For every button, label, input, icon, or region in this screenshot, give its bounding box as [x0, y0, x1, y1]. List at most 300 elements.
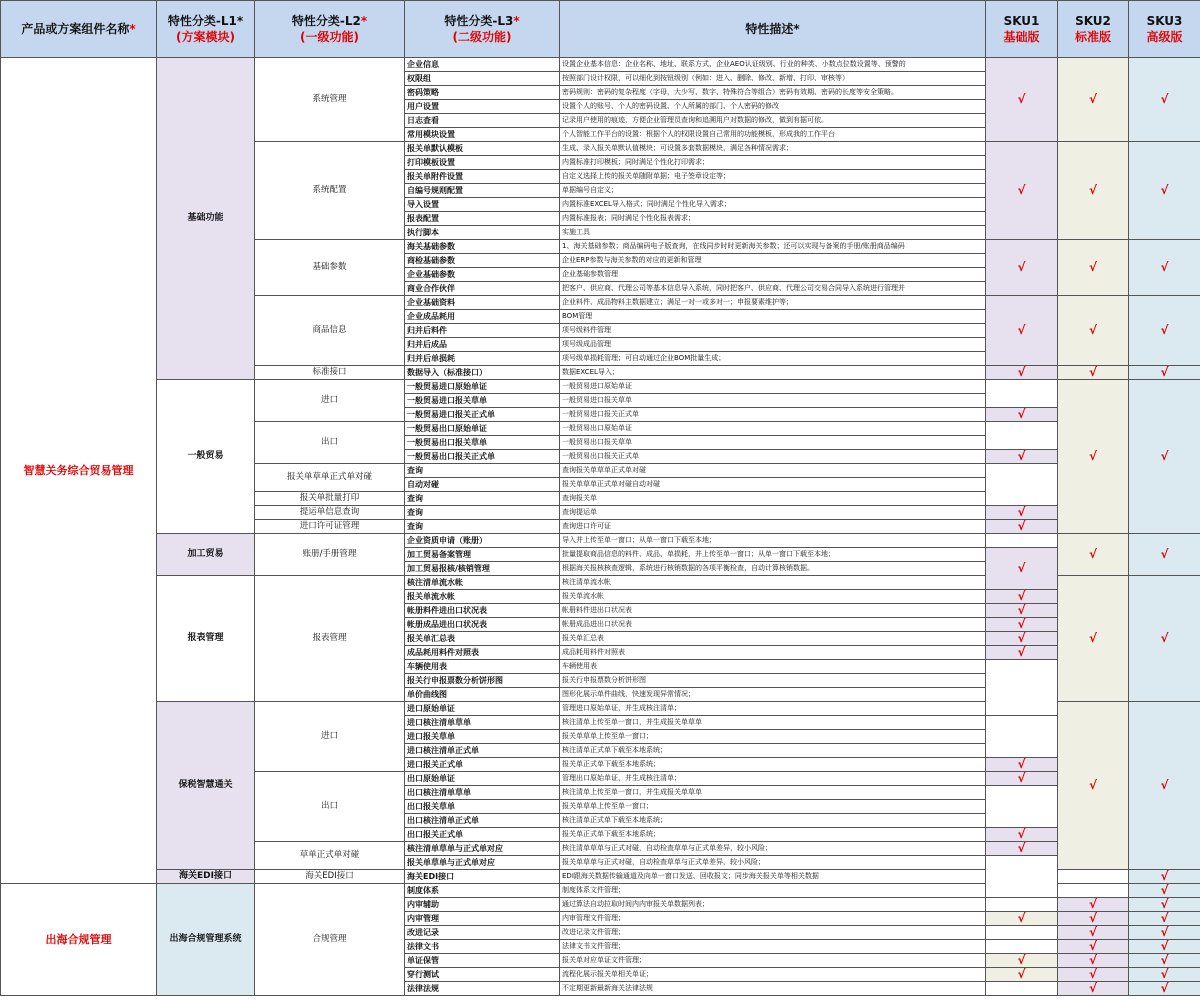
sku2-cell: [1058, 366, 1129, 380]
sku2-cell: [1058, 884, 1129, 898]
feature-description-cell: 记录用户使用的痕迹，方便企业管理员查询和追溯用户对数据的修改，做到有据可依。: [560, 114, 986, 128]
l1-category-cell: 报表管理: [157, 576, 255, 702]
header-row: [1, 1, 1200, 58]
l3-feature-cell: 进口核注清单草单: [405, 716, 560, 730]
check-mark-icon: √: [1017, 182, 1026, 197]
check-mark-icon: √: [1088, 630, 1097, 645]
check-mark-icon: √: [1088, 91, 1097, 106]
l3-feature-cell: 导入设置: [405, 198, 560, 212]
check-mark-icon: √: [1017, 645, 1026, 659]
l1-category-cell: 基础功能: [157, 58, 255, 380]
sku1-cell: [986, 590, 1058, 604]
sku1-cell: [986, 464, 1058, 506]
feature-description-cell: 核注清单草单与正式对碰，自动检查草单与正式单差异，较小风险；: [560, 842, 986, 856]
sku1-cell: [986, 380, 1058, 408]
l1-category-cell: 加工贸易: [157, 534, 255, 576]
check-mark-icon: √: [1160, 897, 1169, 911]
sku1-cell: [986, 142, 1058, 240]
sku1-cell: [986, 506, 1058, 520]
sku2-cell: [1058, 58, 1129, 142]
l3-feature-cell: 报关单流水帐: [405, 590, 560, 604]
sku2-cell: [1058, 296, 1129, 366]
l2-category-cell: 出口: [255, 422, 405, 464]
sku1-cell: [986, 534, 1058, 548]
header-sku3: SKU3 高级版: [1129, 1, 1200, 58]
feature-description-cell: 法律文书文件管理；: [560, 940, 986, 954]
feature-description-cell: 报关单正式单下载至本地系统；: [560, 758, 986, 772]
l3-feature-cell: 企业基础参数: [405, 268, 560, 282]
feature-description-cell: 不定期更新最新海关法律法规: [560, 982, 986, 996]
check-mark-icon: √: [1160, 869, 1169, 883]
l3-feature-cell: 帐册料件进出口状况表: [405, 604, 560, 618]
sku2-cell: [1058, 926, 1129, 940]
feature-description-cell: 核注清单正式单下载至本地系统；: [560, 814, 986, 828]
l3-feature-cell: 企业信息: [405, 58, 560, 72]
l2-category-cell: 报关单草单正式单对碰: [255, 464, 405, 492]
l3-feature-cell: 进口报关草单: [405, 730, 560, 744]
feature-description-cell: 管理出口原始单证，并生成核注清单；: [560, 772, 986, 786]
feature-description-cell: 车辆使用表: [560, 660, 986, 674]
l3-feature-cell: 法律法规: [405, 982, 560, 996]
l2-category-cell: 系统管理: [255, 58, 405, 142]
l2-category-cell: 进口: [255, 380, 405, 422]
feature-description-cell: 核注清单正式单下载至本地系统；: [560, 744, 986, 758]
l3-feature-cell: 常用模块设置: [405, 128, 560, 142]
feature-description-cell: 查询提运单: [560, 506, 986, 520]
l3-feature-cell: 内审辅助: [405, 898, 560, 912]
check-mark-icon: √: [1160, 630, 1169, 645]
feature-description-cell: 密码规则：密码的复杂程度（字母，大少写、数字、特殊符合等组合）密码有效期、密码的长度等安全策略。: [560, 86, 986, 100]
sku3-cell: [1129, 884, 1200, 898]
sku1-cell: [986, 982, 1058, 996]
feature-description-cell: 内置标准EXCEL导入格式；同时满足个性化导入需求；: [560, 198, 986, 212]
header-sku2: SKU2 标准版: [1058, 1, 1129, 58]
feature-description-cell: 一般贸易进口原始单证: [560, 380, 986, 394]
l3-feature-cell: 核注清单草单与正式单对应: [405, 842, 560, 856]
sku3-cell: [1129, 380, 1200, 534]
l3-feature-cell: 归并后料件: [405, 324, 560, 338]
l3-feature-cell: 数据导入（标准接口）: [405, 366, 560, 380]
l3-feature-cell: 海关EDI接口: [405, 870, 560, 884]
sku1-cell: [986, 240, 1058, 296]
sku3-cell: [1129, 898, 1200, 912]
l3-feature-cell: 报关单汇总表: [405, 632, 560, 646]
table-row: [1, 380, 1200, 394]
l3-feature-cell: 加工贸易备案管理: [405, 548, 560, 562]
feature-description-cell: 帐册料件进出口状况表: [560, 604, 986, 618]
check-mark-icon: √: [1017, 365, 1026, 379]
sku1-cell: [986, 940, 1058, 954]
feature-description-cell: 项号级成品管理: [560, 338, 986, 352]
feature-description-cell: BOM管理: [560, 310, 986, 324]
header-solution: 产品或方案组件名称*: [1, 1, 157, 58]
feature-description-cell: 把客户、供应商、代理公司等基本信息导入系统，同时把客户、供应商、代理公司交易合同导入系统进行管理并: [560, 282, 986, 296]
solution-cell: 出海合规管理: [1, 884, 157, 996]
check-mark-icon: √: [1017, 505, 1026, 519]
l2-category-cell: 海关EDI接口: [255, 870, 405, 884]
check-mark-icon: √: [1088, 967, 1097, 981]
sku3-cell: [1129, 576, 1200, 702]
l3-feature-cell: 日志查看: [405, 114, 560, 128]
sku2-cell: [1058, 240, 1129, 296]
feature-description-cell: 流程化展示报关单相关单证；: [560, 968, 986, 982]
l3-feature-cell: 执行脚本: [405, 226, 560, 240]
l3-feature-cell: 一般贸易进口原始单证: [405, 380, 560, 394]
feature-description-cell: 图形化展示单件曲线，快速发现异常情况；: [560, 688, 986, 702]
feature-description-cell: 成品耗用料件对照表: [560, 646, 986, 660]
feature-description-cell: 一般贸易进口报关正式单: [560, 408, 986, 422]
feature-description-cell: 通过算法自动拉取时间内内审报关单数据列表；: [560, 898, 986, 912]
l3-feature-cell: 单价曲线图: [405, 688, 560, 702]
feature-description-cell: 批量提取商品信息的料件、成品、单损耗，并上传至单一窗口；从单一窗口下载至本地；: [560, 548, 986, 562]
feature-description-cell: 按照部门设计权限，可以细化到按钮级别（例如：进入、删除、修改、新增、打印、审核等）: [560, 72, 986, 86]
check-mark-icon: √: [1017, 603, 1026, 617]
sku1-cell: [986, 842, 1058, 856]
check-mark-icon: √: [1088, 182, 1097, 197]
l3-feature-cell: 一般贸易进口报关正式单: [405, 408, 560, 422]
l2-category-cell: 商品信息: [255, 296, 405, 366]
feature-description-cell: EDI跟海关数据传输通道及向单一窗口发送、回收报文；同步海关报关单等相关数据: [560, 870, 986, 884]
l3-feature-cell: 查询: [405, 506, 560, 520]
l1-category-cell: 保税智慧通关: [157, 702, 255, 870]
feature-description-cell: 报关单流水帐: [560, 590, 986, 604]
feature-description-cell: 查询进口许可证: [560, 520, 986, 534]
l3-feature-cell: 报关单附件设置: [405, 170, 560, 184]
l3-feature-cell: 出口报关草单: [405, 800, 560, 814]
feature-description-cell: 核注清单上传至单一窗口，并生成报关单草单: [560, 716, 986, 730]
check-mark-icon: √: [1017, 631, 1026, 645]
feature-description-cell: 报关单对应单证文件管理；: [560, 954, 986, 968]
feature-description-cell: 报关单草单上传至单一窗口；: [560, 800, 986, 814]
check-mark-icon: √: [1160, 967, 1169, 981]
check-mark-icon: √: [1088, 448, 1097, 463]
sku1-cell: [986, 450, 1058, 464]
sku1-cell: [986, 632, 1058, 646]
sku1-cell: [986, 604, 1058, 618]
sku3-cell: [1129, 870, 1200, 884]
check-mark-icon: √: [1160, 91, 1169, 106]
feature-description-cell: 报关单草单上传至单一窗口；: [560, 730, 986, 744]
l3-feature-cell: 企业成品耗用: [405, 310, 560, 324]
check-mark-icon: √: [1088, 777, 1097, 792]
check-mark-icon: √: [1160, 322, 1169, 337]
sku3-cell: [1129, 702, 1200, 870]
sku1-cell: [986, 828, 1058, 842]
l3-feature-cell: 商检基础参数: [405, 254, 560, 268]
l2-category-cell: 出口: [255, 772, 405, 842]
sku3-cell: [1129, 940, 1200, 954]
feature-description-cell: 内置标准打印模板；同时满足个性化打印需求；: [560, 156, 986, 170]
sku3-cell: [1129, 954, 1200, 968]
sku2-cell: [1058, 912, 1129, 926]
l3-feature-cell: 核注清单流水帐: [405, 576, 560, 590]
check-mark-icon: √: [1017, 911, 1026, 925]
sku3-cell: [1129, 534, 1200, 576]
sku2-cell: [1058, 576, 1129, 702]
check-mark-icon: √: [1160, 981, 1169, 995]
sku2-cell: [1058, 898, 1129, 912]
check-mark-icon: √: [1160, 883, 1169, 897]
sku1-cell: [986, 898, 1058, 912]
l3-feature-cell: 进口报关正式单: [405, 758, 560, 772]
l3-feature-cell: 加工贸易报核/核销管理: [405, 562, 560, 576]
feature-description-cell: 内审管理文件管理；: [560, 912, 986, 926]
feature-description-cell: 自定义选择上传的报关单随附单据；电子签章设定等；: [560, 170, 986, 184]
l3-feature-cell: 一般贸易进口报关草单: [405, 394, 560, 408]
check-mark-icon: √: [1017, 841, 1026, 855]
feature-description-cell: 生成、录入报关单默认值模块；可设置多套数据模块，满足各种情况需求；: [560, 142, 986, 156]
table-body: [1, 58, 1200, 996]
solution-cell: 智慧关务综合贸易管理: [1, 58, 157, 884]
sku3-cell: [1129, 142, 1200, 240]
sku1-cell: [986, 968, 1058, 982]
sku2-cell: [1058, 380, 1129, 534]
check-mark-icon: √: [1017, 953, 1026, 967]
feature-description-cell: 项号级料件管理: [560, 324, 986, 338]
sku1-cell: [986, 758, 1058, 772]
sku1-cell: [986, 786, 1058, 828]
l2-category-cell: 账册/手册管理: [255, 534, 405, 576]
sku3-cell: [1129, 366, 1200, 380]
l3-feature-cell: 帐册成品进出口状况表: [405, 618, 560, 632]
sku2-cell: [1058, 702, 1129, 870]
header-l3: 特性分类-L3* (二级功能): [405, 1, 560, 58]
feature-description-cell: 报关单草单正式单对碰自动对碰: [560, 478, 986, 492]
l3-feature-cell: 查询: [405, 492, 560, 506]
header-l1: 特性分类-L1* (方案模块): [157, 1, 255, 58]
table-row: [1, 534, 1200, 548]
feature-description-cell: 改进记录文件管理；: [560, 926, 986, 940]
check-mark-icon: √: [1160, 365, 1169, 379]
feature-description-cell: 个人智能工作平台的设置：根据个人的权限设置自己常用的功能模板，形成我的工作平台: [560, 128, 986, 142]
l3-feature-cell: 报表配置: [405, 212, 560, 226]
check-mark-icon: √: [1088, 981, 1097, 995]
sku2-cell: [1058, 870, 1129, 884]
sku1-cell: [986, 716, 1058, 758]
check-mark-icon: √: [1088, 322, 1097, 337]
l2-category-cell: 草单正式单对碰: [255, 842, 405, 870]
sku1-cell: [986, 408, 1058, 422]
check-mark-icon: √: [1017, 259, 1026, 274]
sku2-cell: [1058, 982, 1129, 996]
check-mark-icon: √: [1160, 953, 1169, 967]
l3-feature-cell: 穿行测试: [405, 968, 560, 982]
feature-description-cell: 企业基础参数管理: [560, 268, 986, 282]
feature-description-cell: 内置标准报表；同时满足个性化报表需求；: [560, 212, 986, 226]
check-mark-icon: √: [1017, 771, 1026, 785]
check-mark-icon: √: [1088, 897, 1097, 911]
check-mark-icon: √: [1017, 827, 1026, 841]
feature-description-cell: 一般贸易出口原始单证: [560, 422, 986, 436]
l3-feature-cell: 商业合作伙伴: [405, 282, 560, 296]
l3-feature-cell: 一般贸易出口原始单证: [405, 422, 560, 436]
sku1-cell: [986, 912, 1058, 926]
check-mark-icon: √: [1017, 757, 1026, 771]
l3-feature-cell: 成品耗用料件对照表: [405, 646, 560, 660]
sku3-cell: [1129, 296, 1200, 366]
sku1-cell: [986, 856, 1058, 898]
check-mark-icon: √: [1017, 560, 1026, 575]
l2-category-cell: 进口许可证管理: [255, 520, 405, 534]
sku3-cell: [1129, 926, 1200, 940]
sku1-cell: [986, 926, 1058, 940]
l3-feature-cell: 报关行申报票数分析饼形图: [405, 674, 560, 688]
l2-category-cell: 基础参数: [255, 240, 405, 296]
check-mark-icon: √: [1160, 939, 1169, 953]
sku2-cell: [1058, 534, 1129, 576]
l3-feature-cell: 企业资质申请（账册）: [405, 534, 560, 548]
feature-description-cell: 制度体系文件管理；: [560, 884, 986, 898]
feature-description-cell: 报关行申报票数分析饼形图: [560, 674, 986, 688]
check-mark-icon: √: [1088, 259, 1097, 274]
sku3-cell: [1129, 982, 1200, 996]
feature-description-cell: 帐册成品进出口状况表: [560, 618, 986, 632]
sku3-cell: [1129, 968, 1200, 982]
check-mark-icon: √: [1088, 911, 1097, 925]
feature-description-cell: 实施工具: [560, 226, 986, 240]
header-sku1: SKU1 基础版: [986, 1, 1058, 58]
check-mark-icon: √: [1088, 953, 1097, 967]
l3-feature-cell: 查询: [405, 464, 560, 478]
feature-description-cell: 企业ERP参数与海关参数的对应的更新和管理: [560, 254, 986, 268]
check-mark-icon: √: [1160, 448, 1169, 463]
sku1-cell: [986, 296, 1058, 366]
sku1-cell: [986, 646, 1058, 660]
check-mark-icon: √: [1017, 407, 1026, 421]
l3-feature-cell: 出口核注清单正式单: [405, 814, 560, 828]
sku2-cell: [1058, 968, 1129, 982]
feature-description-cell: 查询报关单草单正式单对碰: [560, 464, 986, 478]
check-mark-icon: √: [1160, 182, 1169, 197]
l3-feature-cell: 归并后成品: [405, 338, 560, 352]
l3-feature-cell: 进口核注清单正式单: [405, 744, 560, 758]
l3-feature-cell: 单证保管: [405, 954, 560, 968]
l3-feature-cell: 制度体系: [405, 884, 560, 898]
check-mark-icon: √: [1017, 91, 1026, 106]
sku2-cell: [1058, 940, 1129, 954]
l3-feature-cell: 企业基础资料: [405, 296, 560, 310]
feature-description-cell: 单据编号自定义；: [560, 184, 986, 198]
check-mark-icon: √: [1160, 777, 1169, 792]
check-mark-icon: √: [1017, 322, 1026, 337]
sku3-cell: [1129, 240, 1200, 296]
feature-description-cell: 一般贸易出口报关正式单: [560, 450, 986, 464]
sku2-cell: [1058, 954, 1129, 968]
l3-feature-cell: 车辆使用表: [405, 660, 560, 674]
feature-description-cell: 设置个人的账号、个人的密码设置、个人所属的部门、个人密码的修改: [560, 100, 986, 114]
check-mark-icon: √: [1160, 911, 1169, 925]
sku1-cell: [986, 618, 1058, 632]
sku3-cell: [1129, 912, 1200, 926]
header-description: 特性描述*: [560, 1, 986, 58]
feature-description-cell: 数据EXCEL导入；: [560, 366, 986, 380]
sku1-cell: [986, 422, 1058, 450]
sku1-cell: [986, 366, 1058, 380]
l3-feature-cell: 一般贸易出口报关草单: [405, 436, 560, 450]
sku1-cell: [986, 660, 1058, 716]
l3-feature-cell: 改进记录: [405, 926, 560, 940]
l1-category-cell: 出海合规管理系统: [157, 884, 255, 996]
sku1-cell: [986, 520, 1058, 534]
l3-feature-cell: 查询: [405, 520, 560, 534]
l2-category-cell: 报表管理: [255, 576, 405, 702]
check-mark-icon: √: [1088, 925, 1097, 939]
feature-description-cell: 一般贸易出口报关草单: [560, 436, 986, 450]
check-mark-icon: √: [1088, 939, 1097, 953]
l1-category-cell: 海关EDI接口: [157, 870, 255, 884]
l3-feature-cell: 进口原始单证: [405, 702, 560, 716]
l2-category-cell: 报关单批量打印: [255, 492, 405, 506]
l3-feature-cell: 出口原始单证: [405, 772, 560, 786]
feature-description-cell: 企业料件、成品物料主数据建立；满足一对一或多对一；申报要素维护等；: [560, 296, 986, 310]
feature-description-cell: 1、海关基础参数；商品编码电子版查询，在线同步时时更新海关参数；还可以实现与备案的手册/账册商品编码: [560, 240, 986, 254]
check-mark-icon: √: [1088, 365, 1097, 379]
feature-description-cell: 设置企业基本信息：企业名称、地址、联系方式、企业AEO认证级别、行业的种类、小数点位数设置等、预警的: [560, 58, 986, 72]
l2-category-cell: 提运单信息查询: [255, 506, 405, 520]
feature-description-cell: 根据海关报核核查逻辑，系统进行核销数据的各项平衡检查，自动计算核销数据。: [560, 562, 986, 576]
l3-feature-cell: 自动对碰: [405, 478, 560, 492]
check-mark-icon: √: [1017, 617, 1026, 631]
header-l2: 特性分类-L2* (一级功能): [255, 1, 405, 58]
feature-description-cell: 报关单正式单下载至本地系统；: [560, 828, 986, 842]
l3-feature-cell: 打印模板设置: [405, 156, 560, 170]
l2-category-cell: 合规管理: [255, 884, 405, 996]
feature-description-cell: 查询报关单: [560, 492, 986, 506]
sku1-cell: [986, 772, 1058, 786]
l3-feature-cell: 海关基础参数: [405, 240, 560, 254]
feature-description-cell: 报关单汇总表: [560, 632, 986, 646]
sku3-cell: [1129, 58, 1200, 142]
table-row: [1, 58, 1200, 72]
check-mark-icon: √: [1088, 546, 1097, 561]
sku1-cell: [986, 954, 1058, 968]
l3-feature-cell: 自编号规则配置: [405, 184, 560, 198]
l3-feature-cell: 法律文书: [405, 940, 560, 954]
feature-description-cell: 报关单草单与正式对碰，自动检查草单与正式单差异，较小风险；: [560, 856, 986, 870]
l3-feature-cell: 内审管理: [405, 912, 560, 926]
l3-feature-cell: 报关单草单与正式单对应: [405, 856, 560, 870]
feature-description-cell: 一般贸易进口报关草单: [560, 394, 986, 408]
l1-category-cell: 一般贸易: [157, 380, 255, 534]
check-mark-icon: √: [1017, 967, 1026, 981]
feature-description-cell: 管理进口原始单证，并生成核注清单；: [560, 702, 986, 716]
l3-feature-cell: 出口报关正式单: [405, 828, 560, 842]
l3-feature-cell: 出口核注清单草单: [405, 786, 560, 800]
sku2-cell: [1058, 142, 1129, 240]
check-mark-icon: √: [1017, 449, 1026, 463]
l2-category-cell: 标准接口: [255, 366, 405, 380]
sku1-cell: [986, 58, 1058, 142]
l3-feature-cell: 权限组: [405, 72, 560, 86]
check-mark-icon: √: [1160, 546, 1169, 561]
l3-feature-cell: 一般贸易出口报关正式单: [405, 450, 560, 464]
check-mark-icon: √: [1160, 259, 1169, 274]
l3-feature-cell: 归并后单损耗: [405, 352, 560, 366]
feature-description-cell: 项号级单损耗管理；可自动通过企业BOM批量生成；: [560, 352, 986, 366]
check-mark-icon: √: [1017, 589, 1026, 603]
feature-description-cell: 核注清单流水帐: [560, 576, 986, 590]
check-mark-icon: √: [1017, 519, 1026, 533]
feature-description-cell: 导入并上传至单一窗口；从单一窗口下载至本地；: [560, 534, 986, 548]
sku1-cell: [986, 548, 1058, 590]
l3-feature-cell: 报关单默认模板: [405, 142, 560, 156]
feature-description-cell: 核注清单上传至单一窗口，并生成报关单草单: [560, 786, 986, 800]
l2-category-cell: 进口: [255, 702, 405, 772]
l3-feature-cell: 用户设置: [405, 100, 560, 114]
l3-feature-cell: 密码策略: [405, 86, 560, 100]
check-mark-icon: √: [1160, 925, 1169, 939]
l2-category-cell: 系统配置: [255, 142, 405, 240]
